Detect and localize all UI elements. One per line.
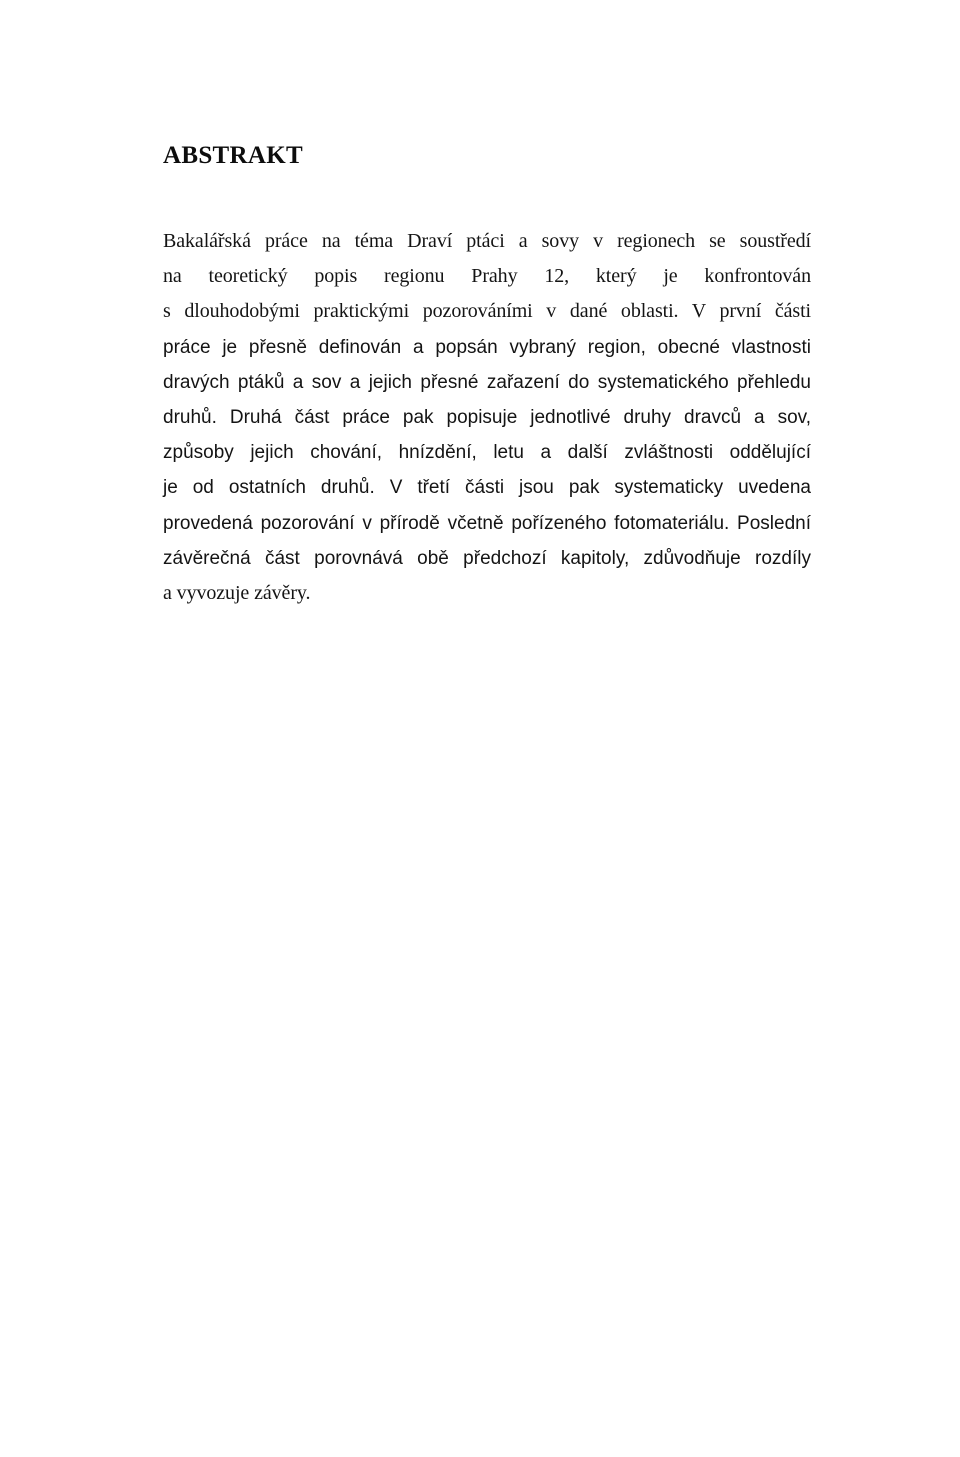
abstract-line: a vyvozuje závěry.: [163, 582, 311, 605]
abstract-line: provedená pozorování v přírodě včetně pořízeného fotomateriálu. Poslední: [163, 512, 811, 534]
abstract-line: je od ostatních druhů. V třetí části jsou pak systematicky uvedena: [163, 477, 811, 499]
abstract-line: závěrečná část porovnává obě předchozí kapitoly, zdůvodňuje rozdíly: [163, 547, 811, 569]
abstract-line: druhů. Druhá část práce pak popisuje jednotlivé druhy dravců a sov,: [163, 407, 811, 429]
abstract-line: na teoretický popis regionu Prahy 12, který je konfrontován: [163, 265, 811, 288]
abstract-heading: ABSTRAKT: [163, 142, 303, 169]
abstract-line: dravých ptáků a sov a jejich přesné zařazení do systematického přehledu: [163, 371, 811, 393]
abstract-line: s dlouhodobými praktickými pozorováními v dané oblasti. V první části: [163, 300, 811, 323]
abstract-paragraph: [163, 224, 811, 611]
abstract-line: způsoby jejich chování, hnízdění, letu a další zvláštnosti oddělující: [163, 442, 811, 464]
abstract-line: práce je přesně definován a popsán vybraný region, obecné vlastnosti: [163, 336, 811, 358]
abstract-line: Bakalářská práce na téma Draví ptáci a sovy v regionech se soustředí: [163, 230, 811, 252]
